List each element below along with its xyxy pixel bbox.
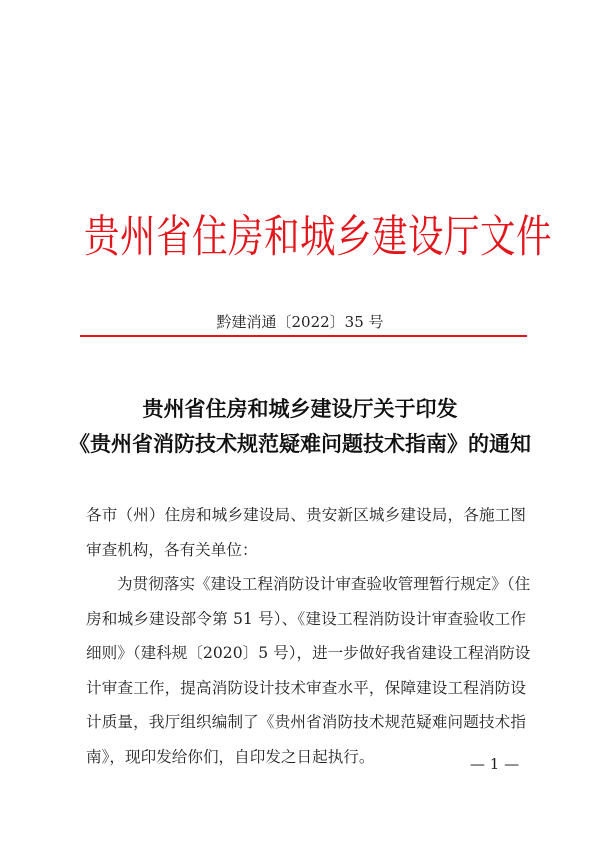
subject-title-line-1: 贵州省住房和城乡建设厅关于印发 — [142, 396, 458, 421]
issuer-title: 贵州省住房和城乡建设厅文件 — [84, 211, 553, 263]
subject-title-line-2: 《贵州省消防技术规范疑难问题技术指南》的通知 — [69, 431, 531, 456]
body-line: 计审查工作，提高消防设计技术审查水平，保障建设工程消防设 — [86, 678, 526, 697]
document-number: 黔建消通〔2022〕35 号 — [216, 313, 384, 331]
body-text — [86, 498, 531, 774]
body-line: 细则》（建科规〔2020〕5 号），进一步做好我省建设工程消防设 — [86, 644, 531, 662]
body-line: 南》，现印发给你们，自印发之日起执行。 — [86, 747, 375, 766]
body-line: 房和城乡建设部令第 51 号）、《建设工程消防设计审查验收工作 — [86, 609, 526, 628]
body-line: 为贯彻落实《建设工程消防设计审查验收管理暂行规定》（住 — [117, 575, 531, 593]
body-line: 计质量，我厅组织编制了《贵州省消防技术规范疑难问题技术指 — [86, 713, 526, 731]
body-line: 各市（州）住房和城乡建设局、贵安新区城乡建设局，各施工图 — [86, 506, 526, 524]
page-number: — 1 — — [470, 755, 520, 773]
body-line: 审查机构，各有关单位： — [86, 540, 258, 559]
red-divider-line — [80, 335, 527, 337]
